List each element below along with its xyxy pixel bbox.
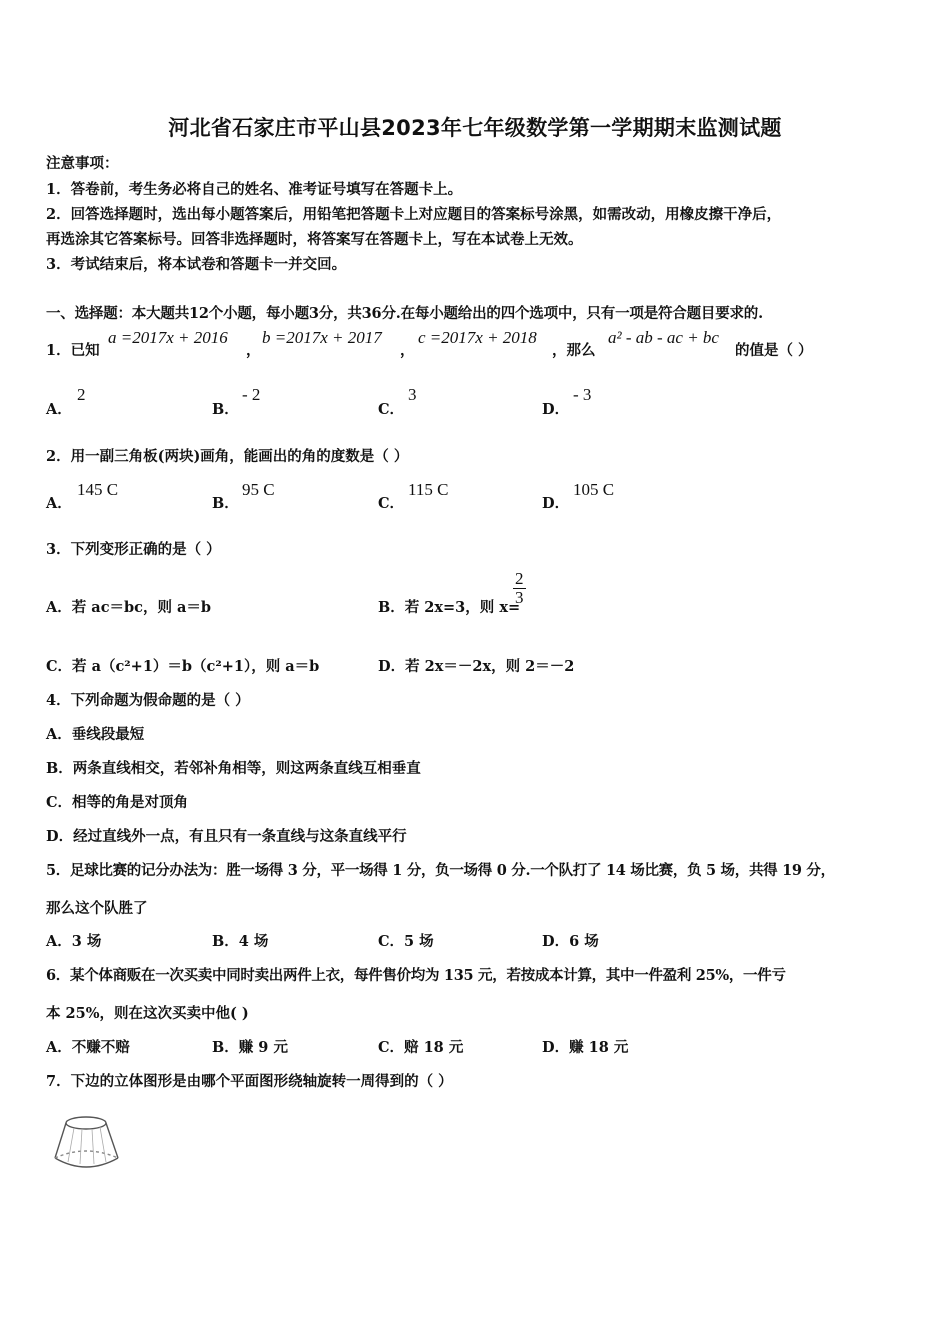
option-value: 105 C [573,480,615,499]
fraction-numerator: 2 [515,569,524,588]
question-5-line-2: 那么这个队胜了 [46,900,148,917]
option-value: 2 [77,385,86,404]
option-a: A．3 场 [46,933,102,950]
option-value: - 2 [242,385,261,404]
option-a: A．垂线段最短 [46,726,145,743]
option-d: D．若 2x＝－2x，则 2＝－2 [378,658,575,675]
separator: ， [400,342,415,359]
equation-c: c =2017x + 2018 [418,328,537,347]
option-value: 3 [408,385,417,404]
notice-item: 再选涂其它答案标号。回答非选择题时，将答案写在答题卡上，写在本试卷上无效。 [46,231,583,248]
page-title: 河北省石家庄市平山县2023年七年级数学第一学期期末监测试题 [168,116,782,140]
option-d: D．赚 18 元 [542,1039,629,1056]
question-7: 7．下边的立体图形是由哪个平面图形绕轴旋转一周得到的（ ） [46,1073,453,1090]
question-1-prefix: 1．已知 [46,342,100,359]
option-value: 145 C [77,480,119,499]
question-5-line-1: 5．足球比赛的记分办法为：胜一场得 3 分，平一场得 1 分，负一场得 0 分.一个队打了 14 场比赛，负 5 场，共得 19 分， [46,862,835,879]
option-value: 95 C [242,480,275,499]
option-c: C．相等的角是对顶角 [46,794,189,811]
option-a: A．若 ac＝bc，则 a＝b [46,599,212,616]
frustum-figure-icon [52,1112,122,1174]
option-b: B．4 场 [212,933,269,950]
option-c: C．5 场 [378,933,434,950]
option-label: B． [212,401,239,418]
question-3: 3．下列变形正确的是（ ） [46,541,221,558]
option-label: A． [46,401,72,418]
notice-item: 1．答卷前，考生务必将自己的姓名、准考证号填写在答题卡上。 [46,181,463,198]
option-label: C． [378,401,405,418]
notice-item: 3．考试结束后，将本试卷和答题卡一并交回。 [46,256,347,273]
option-b: B．若 2x=3，则 x= [378,599,521,616]
notice-heading: 注意事项： [46,155,119,172]
option-c: C．若 a（c²+1）＝b（c²+1），则 a＝b [46,658,320,675]
fraction-denominator: 3 [515,588,524,607]
option-d: D．经过直线外一点，有且只有一条直线与这条直线平行 [46,828,407,845]
equation-a: a =2017x + 2016 [108,328,228,347]
equation-b: b =2017x + 2017 [262,328,382,347]
question-4: 4．下列命题为假命题的是（ ） [46,692,250,709]
option-c: C．赔 18 元 [378,1039,464,1056]
question-1-mid: ，那么 [552,342,596,359]
option-b: B．赚 9 元 [212,1039,288,1056]
fraction [513,570,526,607]
option-a: A．不赚不赔 [46,1039,130,1056]
option-d: D．6 场 [542,933,599,950]
option-b: B．两条直线相交，若邻补角相等，则这两条直线互相垂直 [46,760,421,777]
question-1-suffix: 的值是（ ） [735,342,813,359]
option-value: - 3 [573,385,592,404]
question-2: 2．用一副三角板(两块)画角，能画出的角的度数是（ ） [46,448,409,465]
option-label: D． [542,495,570,512]
notice-item: 2．回答选择题时，选出每小题答案后，用铅笔把答题卡上对应题目的答案标号涂黑，如需改动，用橡皮擦干净后， [46,206,782,223]
section-heading: 一、选择题：本大题共12个小题，每小题3分，共36分.在每小题给出的四个选项中，只有一项是符合题目要求的. [46,305,763,322]
question-6-line-1: 6．某个体商贩在一次买卖中同时卖出两件上衣，每件售价均为 135 元，若按成本计算，其中一件盈利 25%，一件亏 [46,967,786,984]
expression: a² - ab - ac + bc [608,328,719,347]
option-value: 115 C [408,480,449,499]
question-6-line-2: 本 25%，则在这次买卖中他( ) [46,1005,249,1022]
separator: ， [246,342,261,359]
option-label: B． [212,495,239,512]
option-label: A． [46,495,72,512]
option-label: C． [378,495,405,512]
option-label: D． [542,401,570,418]
